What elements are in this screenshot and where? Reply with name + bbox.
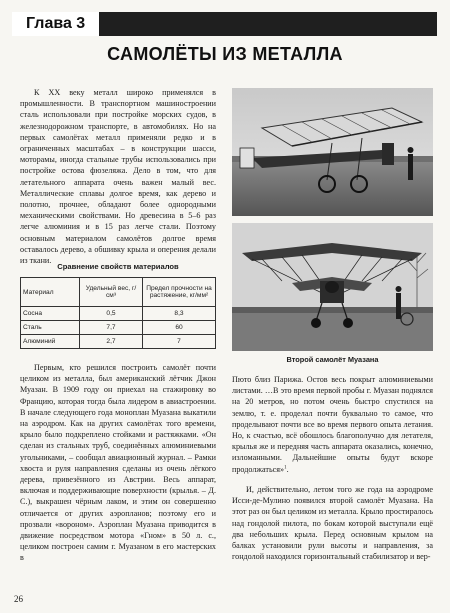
table-row [21, 321, 216, 335]
footnote-marker: 1 [284, 464, 287, 470]
chapter-header-bar [12, 12, 437, 36]
table-cell: Сталь [21, 321, 80, 335]
table-cell: 2,7 [80, 335, 143, 349]
second-airplane-photo [232, 223, 433, 351]
table-row [21, 335, 216, 349]
photo-caption: Второй самолёт Муазана [286, 355, 379, 364]
table-header-cell: Материал [21, 278, 80, 307]
table-row [21, 307, 216, 321]
table-cell: 8,3 [143, 307, 216, 321]
table-header-cell: Предел прочности на растяжение, кг/мм² [143, 278, 216, 307]
last-paragraph: И, действительно, летом того же года на аэродроме Исси-де-Мулино появился второй самолёт Муазана. На этот раз он был целиком из металла. Крыло простиралось над гондолой пилота, по бокам которой выступали ещё два небольших крыла. Перед основным крылом на балках установили рули высоты и направления, за гондолой находился горизонтальный стабилизатор и вер- [232, 485, 433, 562]
table-cell: Алюминий [21, 335, 80, 349]
page-number: 26 [14, 594, 23, 604]
table-cell: 7 [143, 335, 216, 349]
table-title: Сравнение свойств материалов [57, 262, 179, 271]
table-header-row [21, 278, 216, 307]
right-paragraph-end: . [286, 464, 289, 474]
materials-table [20, 277, 216, 350]
intro-paragraph: К XX веку металл широко применялся в промышленности. В транспортном машиностроении сталь использовали при постройке морских судов, в железнодорожном транспорте, в автомобилях. Но на первых самолётах металл применяли редко и в ограниченных масштабах – в конструкции шасси, моторамы, иногда стальные трубы использовались при постройке остова фюзеляжа. Дело в том, что для летательного аппарата очень важен малый вес. Металлические сплавы долгое время, как дерево и полотно, прочнее, обладают более однородными механическими свойствами. Но древесина в 5–6 раз легче алюминия и в 15 раз легче стали. Поэтому основным материалом самолётов долгое время оставалось дерево, а обшивку крыла и оперения делали из ткани. [20, 88, 216, 266]
table-cell: 0,5 [80, 307, 143, 321]
right-column-paragraph [232, 374, 433, 475]
table-cell: 7,7 [80, 321, 143, 335]
left-column-paragraph: Первым, кто решился построить самолёт почти целиком из металла, был американский лётчик Джон Муазан. В 1909 году он приехал на стажировку во Францию, которая тогда была лидером в авиастроении. В начале следующего года моноплан Муазана выкатили на аэродром. Как на других самолётах того времени, крыло было подкреплено стойками и растяжками. «Он сделан из стальных труб, соединённых алюминиевыми угольниками, – сообщал авиационный журнал. – Рамки хвоста и руля направления сделаны из очень лёгкого дерева, привезённого из Австрии. Весь аппарат, включая и поддерживающие поверхности (крылья. – Д. С.), выкрашен чёрным лаком, и этим он совершенно отличается от других аэропланов; поэтому его и прозвали «вороном». Аэроплан Муазана приводится в движение посредством мотора «Гном» в 50 л. с., целиком построен самим г. Муазаном в его мастерских в [20, 363, 216, 563]
page-title: САМОЛЁТЫ ИЗ МЕТАЛЛА [107, 44, 343, 64]
right-paragraph-text: Пюто близ Парижа. Остов весь покрыт алюминиевыми листами. …В это время первой пробы г. Муазан поднялся на 20 метров, но потом очень быстро спустился на землю, т. е. проделал почти буквально то самое, что проделывают почти все во время первого опыта летания. Но, к счастью, всё обошлось благополучно для летателя, крылья же и передняя часть аппарата оказались, конечно, изломанными. Дальнейшие опыты будут вскоре продолжаться» [232, 375, 433, 474]
table-cell: 60 [143, 321, 216, 335]
table-cell: Сосна [21, 307, 80, 321]
table-header-cell: Удельный вес, г/см³ [80, 278, 143, 307]
monoplane-photo [232, 88, 433, 216]
chapter-label: Глава 3 [12, 12, 99, 36]
